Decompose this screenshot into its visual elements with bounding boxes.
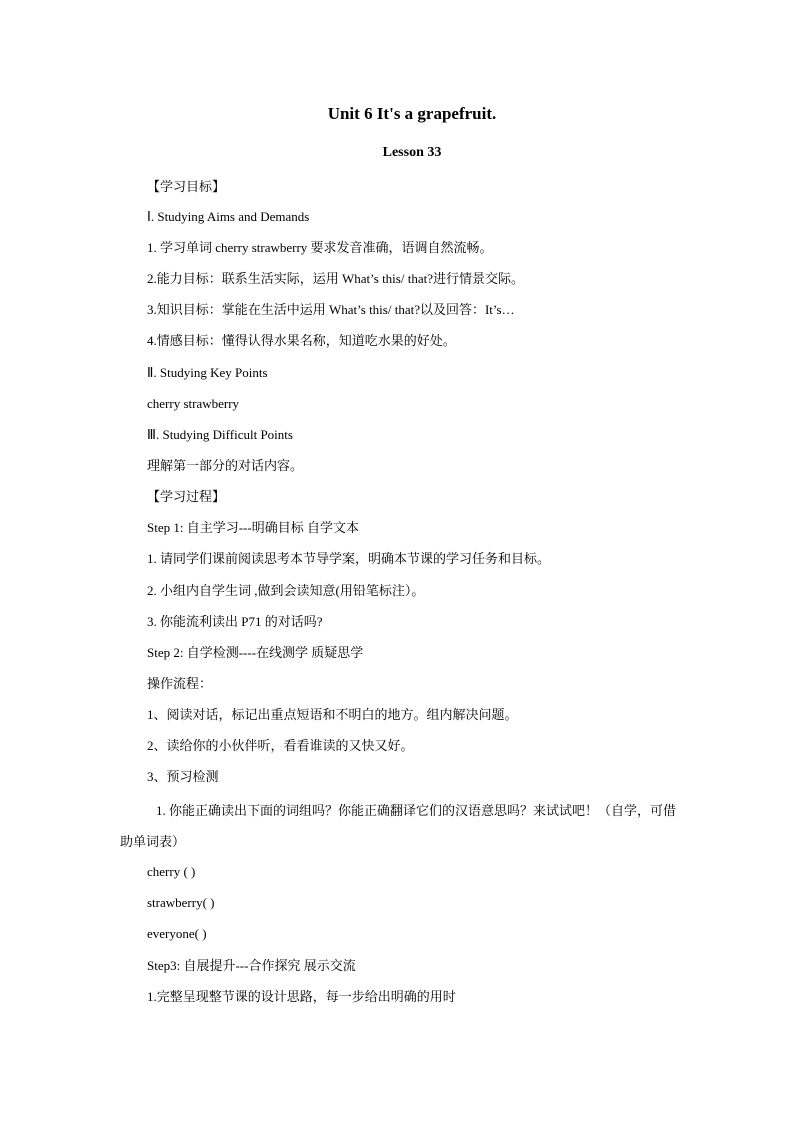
text-line: 1、阅读对话，标记出重点短语和不明白的地方。组内解决问题。 [147, 707, 518, 722]
document-title: Unit 6 It's a grapefruit. [327, 104, 497, 123]
fill-in-item: cherry ( ) [147, 864, 196, 879]
text-line: 2. 小组内自学生词 ,做到会读知意(用铅笔标注）。 [147, 583, 425, 598]
text-line: Step 1: 自主学习---明确目标 自学文本 [147, 520, 359, 535]
text-line: 2.能力目标：联系生活实际，运用 What’s this/ that?进行情景交际。 [147, 271, 524, 286]
text-line: Step3: 自展提升---合作探究 展示交流 [147, 958, 356, 973]
text-paragraph: 1. 你能正确读出下面的词组吗？你能正确翻译它们的汉语意思吗？来试试吧！（自学，可借助单词表） [120, 803, 677, 849]
text-line: Ⅲ. Studying Difficult Points [147, 427, 293, 442]
text-line: Ⅰ. Studying Aims and Demands [147, 209, 310, 224]
fill-in-item: strawberry( ) [147, 895, 215, 910]
text-line: Ⅱ. Studying Key Points [147, 365, 268, 380]
lesson-subtitle: Lesson 33 [382, 145, 442, 160]
text-line: 2、读给你的小伙伴听，看看谁读的又快又好。 [147, 738, 414, 753]
text-line: 3. 你能流利读出 P71 的对话吗? [147, 614, 323, 629]
text-line: 4.情感目标：懂得认得水果名称，知道吃水果的好处。 [147, 333, 456, 348]
text-line: 3、预习检测 [147, 769, 219, 784]
text-line: cherry strawberry [147, 396, 240, 411]
text-line: Step 2: 自学检测----在线测学 质疑思学 [147, 645, 364, 660]
text-line: 3.知识目标：掌能在生活中运用 What’s this/ that?以及回答：It’s… [147, 302, 515, 317]
text-line: 操作流程： [147, 676, 213, 691]
text-line: 1. 学习单词 cherry strawberry 要求发音准确，语调自然流畅。 [147, 240, 493, 255]
section-heading-process: 【学习过程】 [147, 489, 226, 504]
text-line: 1.完整呈现整节课的设计思路，每一步给出明确的用时 [147, 989, 456, 1004]
text-line: 理解第一部分的对话内容。 [147, 458, 304, 473]
fill-in-item: everyone( ) [147, 926, 207, 941]
text-line: 1. 请同学们课前阅读思考本节导学案，明确本节课的学习任务和目标。 [147, 551, 551, 566]
section-heading-objectives: 【学习目标】 [147, 179, 226, 194]
